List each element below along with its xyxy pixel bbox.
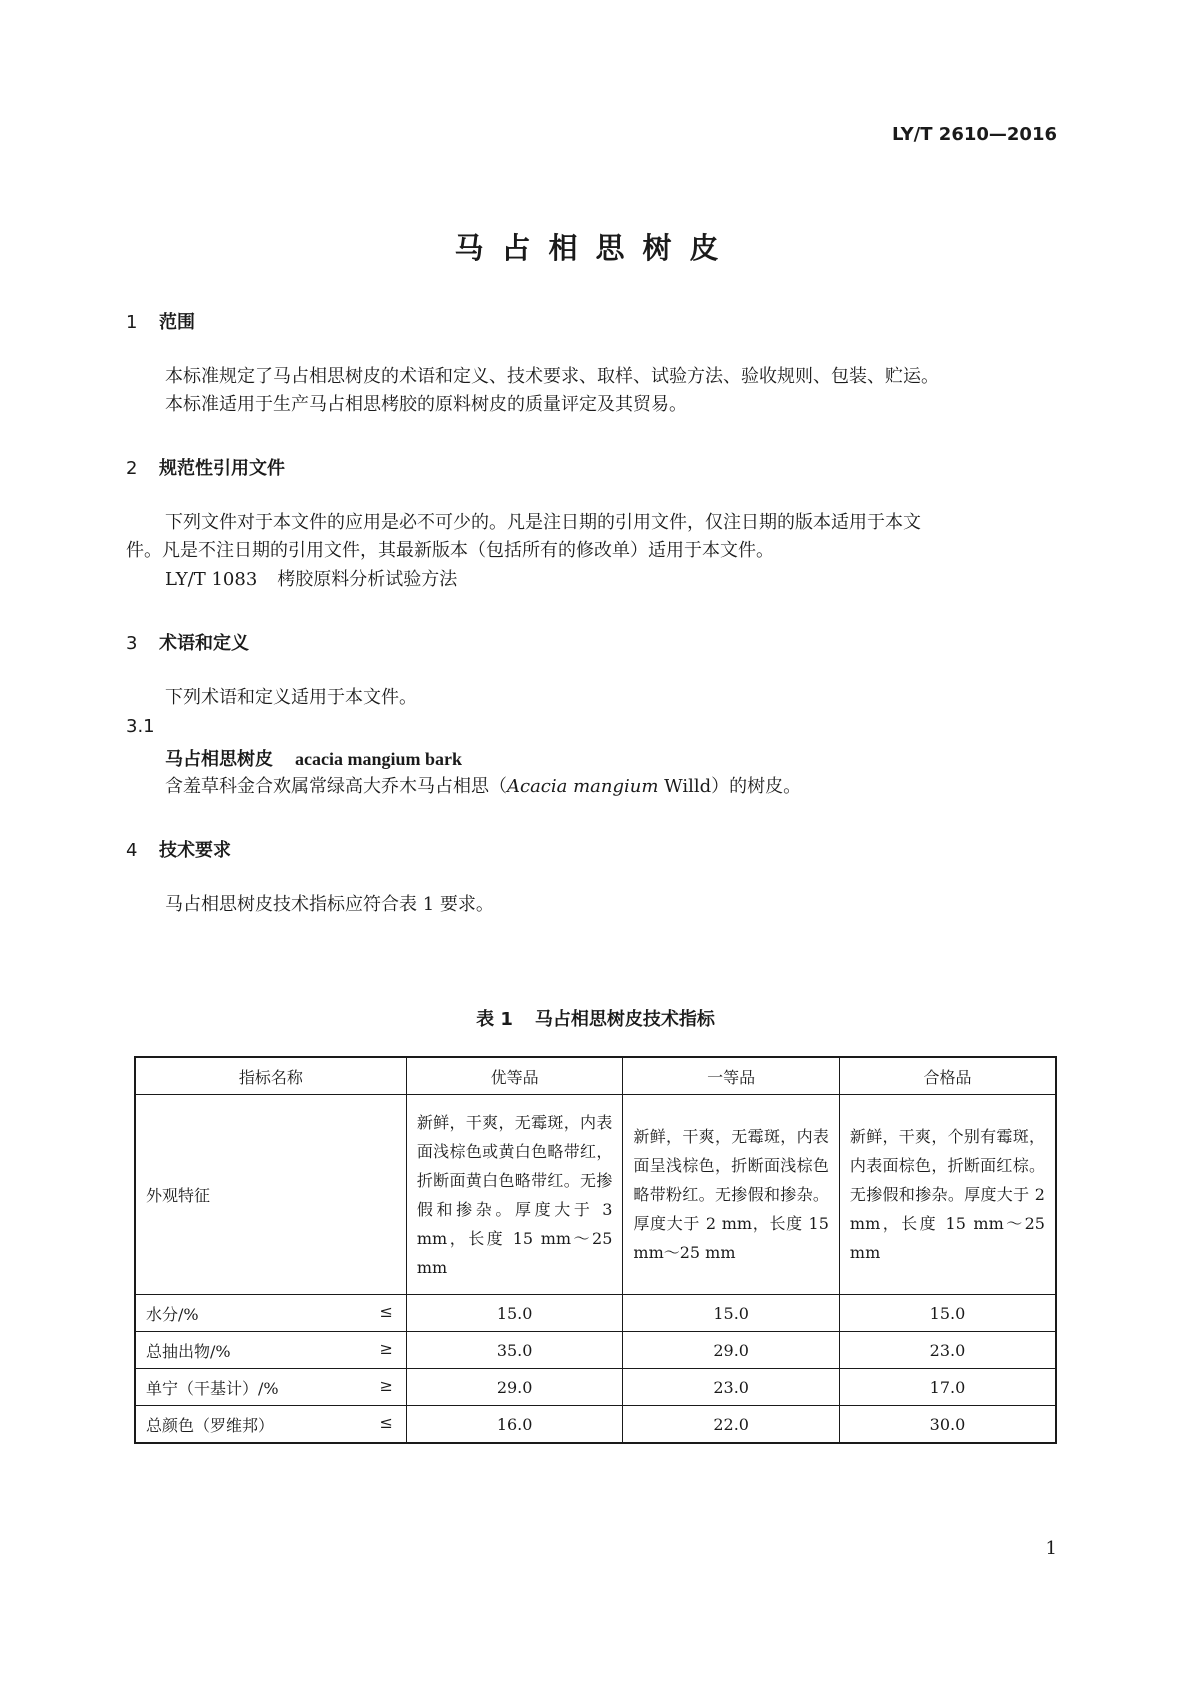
table-row: [135, 1332, 1056, 1369]
section-number: 2: [126, 458, 138, 479]
section-number: 4: [126, 840, 138, 861]
header-premium-grade: 优等品: [406, 1057, 623, 1095]
term-english: acacia mangium bark: [295, 749, 463, 769]
term-chinese: 马占相思树皮: [165, 749, 273, 770]
table-header-row: [135, 1057, 1056, 1095]
row-value: 30.0: [839, 1406, 1056, 1444]
row-value: 29.0: [623, 1332, 840, 1369]
definition-latin-name: Acacia mangium: [507, 776, 659, 797]
spec-table: [134, 1056, 1057, 1444]
term-entry: [165, 745, 462, 771]
reference-title: 栲胶原料分析试验方法: [277, 569, 458, 590]
appearance-qualified: 新鲜，干爽，个别有霉斑，内表面棕色，折断面红棕。无掺假和掺杂。厚度大于 2 mm，长度 15 mm～25 mm: [839, 1095, 1056, 1295]
row-value: 15.0: [406, 1295, 623, 1332]
section-number: 3: [126, 633, 138, 654]
subsection-number: 3.1: [126, 716, 155, 737]
section-2-heading: [126, 454, 285, 480]
term-definition: [165, 773, 801, 801]
table-row: [135, 1406, 1056, 1444]
row-value: 23.0: [623, 1369, 840, 1406]
section-3-paragraph: 下列术语和定义适用于本文件。: [165, 687, 417, 708]
row-value: 29.0: [406, 1369, 623, 1406]
definition-prefix: 含羞草科金合欢属常绿高大乔木马占相思（: [165, 776, 507, 797]
section-title: 技术要求: [159, 840, 231, 861]
document-title: 马占相思树皮: [454, 231, 737, 265]
row-value: 35.0: [406, 1332, 623, 1369]
appearance-label: 外观特征: [135, 1095, 406, 1295]
reference-code: LY/T 1083: [165, 569, 258, 590]
row-value: 16.0: [406, 1406, 623, 1444]
row-label: 总颜色（罗维邦） ≤: [135, 1406, 406, 1444]
section-title: 规范性引用文件: [159, 458, 285, 479]
section-4-paragraph: 马占相思树皮技术指标应符合表 1 要求。: [165, 894, 494, 915]
section-3-heading: [126, 629, 249, 655]
section-1-paragraph-1: 本标准规定了马占相思树皮的术语和定义、技术要求、取样、试验方法、验收规则、包装、贮运。: [165, 366, 939, 387]
table-row: [135, 1295, 1056, 1332]
header-first-grade: 一等品: [623, 1057, 840, 1095]
page-number: 1: [1045, 1538, 1057, 1559]
row-value: 23.0: [839, 1332, 1056, 1369]
section-4-heading: [126, 836, 231, 862]
section-1-paragraph-2: 本标准适用于生产马占相思栲胶的原料树皮的质量评定及其贸易。: [165, 394, 687, 415]
section-title: 术语和定义: [159, 633, 249, 654]
table-row-appearance: [135, 1095, 1056, 1295]
section-title: 范围: [159, 312, 195, 333]
row-label: 水分/% ≤: [135, 1295, 406, 1332]
header-indicator-name: 指标名称: [135, 1057, 406, 1095]
row-value: 22.0: [623, 1406, 840, 1444]
section-2-paragraph-line-1: 下列文件对于本文件的应用是必不可少的。凡是注日期的引用文件，仅注日期的版本适用于本文: [165, 512, 921, 533]
definition-suffix: Willd）的树皮。: [658, 776, 802, 797]
row-value: 17.0: [839, 1369, 1056, 1406]
appearance-premium: 新鲜，干爽，无霉斑，内表面浅棕色或黄白色略带红，折断面黄白色略带红。无掺假和掺杂。厚度大于 3 mm，长度 15 mm～25 mm: [406, 1095, 623, 1295]
row-label: 总抽出物/% ≥: [135, 1332, 406, 1369]
table-caption-title: 马占相思树皮技术指标: [534, 1009, 715, 1030]
appearance-first: 新鲜，干爽，无霉斑，内表面呈浅棕色，折断面浅棕色略带粉红。无掺假和掺杂。厚度大于 2 mm，长度 15 mm～25 mm: [623, 1095, 840, 1295]
row-value: 15.0: [839, 1295, 1056, 1332]
section-1-heading: [126, 308, 195, 334]
normative-reference: [165, 566, 457, 594]
row-value: 15.0: [623, 1295, 840, 1332]
standard-code: LY/T 2610—2016: [891, 124, 1057, 145]
section-number: 1: [126, 312, 138, 333]
table-caption: [0, 1005, 1191, 1031]
section-2-paragraph-line-2: 件。凡是不注日期的引用文件，其最新版本（包括所有的修改单）适用于本文件。: [126, 540, 774, 561]
table-caption-label: 表 1: [476, 1009, 513, 1030]
table-row: [135, 1369, 1056, 1406]
header-qualified-grade: 合格品: [839, 1057, 1056, 1095]
row-label: 单宁（干基计）/% ≥: [135, 1369, 406, 1406]
